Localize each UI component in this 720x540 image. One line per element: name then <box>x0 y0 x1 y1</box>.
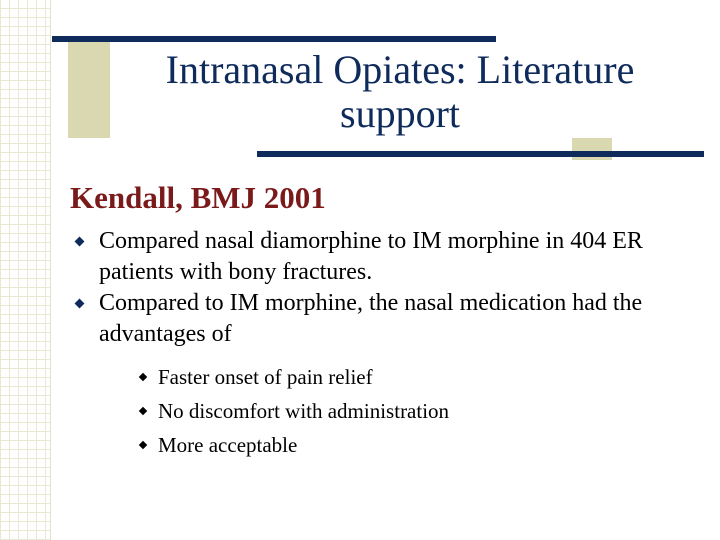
diamond-bullet-icon <box>75 237 85 247</box>
title-accent-bar-bottom <box>257 151 704 157</box>
diamond-bullet-icon <box>75 299 85 309</box>
bullet-text: Compared to IM morphine, the nasal medication had the advantages of <box>99 290 643 347</box>
sub-bullet-text: Faster onset of pain relief <box>158 365 373 389</box>
sub-bullet-item <box>140 428 692 462</box>
bullet-item <box>72 288 692 462</box>
sub-bullet-list <box>99 360 692 462</box>
sub-bullet-item <box>140 394 692 428</box>
square-bullet-icon <box>139 407 147 415</box>
bullet-item <box>72 226 692 288</box>
sub-bullet-text: More acceptable <box>158 433 298 457</box>
slide-subtitle: Kendall, BMJ 2001 <box>70 180 326 215</box>
sub-bullet-text: No discomfort with administration <box>158 399 450 423</box>
square-bullet-icon <box>139 373 147 381</box>
bullet-list <box>72 226 692 462</box>
title-accent-bar-top <box>52 36 496 42</box>
bullet-text: Compared nasal diamorphine to IM morphine in 404 ER patients with bony fractures. <box>99 228 643 285</box>
square-bullet-icon <box>139 441 147 449</box>
sub-bullet-item <box>140 360 692 394</box>
slide-title: Intranasal Opiates: Literature support <box>165 47 635 136</box>
decorative-grid-strip <box>0 0 51 540</box>
title-accent-block-left <box>68 42 110 138</box>
